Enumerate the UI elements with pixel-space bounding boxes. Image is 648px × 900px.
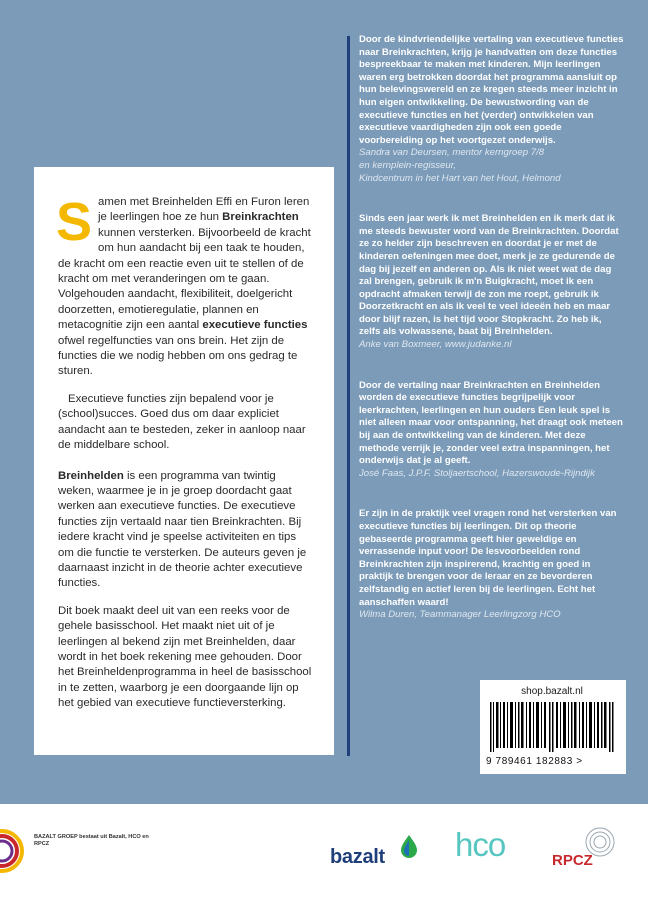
- bazalt-logo-text: bazalt: [330, 846, 385, 868]
- testimonial-text: Door de kindvriendelijke vertaling van executieve functies naar Breinkrachten, krijg je handvatten om deze functies bespreekbaar te maken met kinderen. Mijn leerlingen waren erg betrokken doordat het programma aansluit op hun belevingswereld en ze kregen steeds meer inzicht in hun eigen ontwikkeling. De bewustwording van de executieve functies en het (verder) ontwikkelen van executieve vaardigheden zijn ook een goede voorbereiding op het voortgezet onderwijs.: [359, 34, 624, 146]
- blurb-p1-text-e: ofwel regelfuncties van ons brein. Het zijn de functies die we nodig hebben om ons gedrag te sturen.: [58, 334, 298, 378]
- barcode-box: [480, 680, 626, 774]
- testimonial-text: Door de vertaling naar Breinkrachten en Breinhelden worden de executieve functies begrijpelijk voor leerkrachten, leerlingen en hun ouders Een leuk spel is niet alleen maar voor ontspanning, het draagt ook meteen bij aan de ontwikkeling van de kinderen. Met deze methode verrijk je, zonder veel extra inspanningen, het onderwijs dat je al geeft.: [359, 379, 623, 467]
- blurb-p1-text-c: kunnen versterken. Bijvoorbeeld de kracht om hun aandacht bij een taak te houden, de kracht om een reactie even uit te stellen of de kracht om met veranderingen om te gaan. Volgehouden aandacht, flexibiliteit, doelgericht doorzetten, emotieregulatie, plannen en metacognitie zijn een aantal: [58, 226, 311, 332]
- testimonial-3: [359, 380, 625, 481]
- footer: [0, 804, 648, 900]
- isbn-number: 9 789461 182883 >: [486, 756, 583, 767]
- bazalt-drop-icon: [398, 834, 420, 860]
- testimonial-role: en kernplein-regisseur,: [359, 159, 457, 171]
- group-note: BAZALT GROEP bestaat uit Bazalt, HCO en RPCZ: [34, 834, 149, 847]
- rpcz-logo-text: RPCZ: [552, 852, 593, 869]
- drop-cap: S: [56, 192, 93, 252]
- blurb-card: [34, 167, 334, 755]
- testimonial-author: José Faas, J.P.F. Stoljaertschool, Hazerswoude-Rijndijk: [359, 467, 595, 479]
- testimonial-text: Sinds een jaar werk ik met Breinhelden en ik merk dat ik me steeds bewuster word van de Breinkrachten. Doordat ze zo helder zijn beschreven en doordat je er met de kinderen oefeningen mee doet, merk je ze gedurende de dag bij jezelf en anderen op. Als ik niet weet wat de dag zal brengen, gebruik ik m'n Buigkracht, moet ik een opdracht afmaken terwijl de zon me roept, gebruik ik Doorzetkracht en als ik veel te veel ideeën heb en maar door blijf razen, is het tijd voor Stopkracht. Zo heb ik, zelfs als volwassene, baat bij Breinhelden.: [359, 213, 619, 338]
- blurb-p1-text-a: amen met Breinhelden Effi en Furon leren je leerlingen hoe ze hun: [98, 196, 310, 224]
- testimonial-4: [359, 508, 625, 621]
- bazalt-groep-circle-icon: [0, 826, 30, 876]
- blurb-p3-text: is een programma van twintig weken, waarmee je in je groep doordacht gaat werken aan executieve functies. De executieve functies zijn vertaald naar tien Breinkrachten. Bij iedere kracht vind je speelse activiteiten en tips om die functie te versterken. De auteurs geven je daarnaast inzicht in de theorie achter executieve functies.: [58, 469, 307, 590]
- blurb-paragraph-3: [58, 469, 312, 592]
- testimonial-author: Sandra van Deursen, mentor kerngroep 7/8: [359, 147, 545, 159]
- blurb-p1-bold-executieve: executieve functies: [202, 319, 308, 332]
- testimonial-text: Er zijn in de praktijk veel vragen rond het versterken van executieve functies bij leerlingen. Dit op theorie gebaseerde programma geeft hier geweldige en verrassende input voor! De lesvoorbeelden rond Breinkrachten zijn inspirerend, krachtig en goed in praktijk te brengen voor de leraar en ze bevorderen zelfstandig en actief leren bij de leerlingen. Echt het aanschaffen waard!: [359, 508, 617, 608]
- blurb-paragraph-2: Executieve functies zijn bepalend voor je (school)succes. Goed dus om daar expliciet aandacht aan te besteden, zeker in aanloop naar de middelbare school.: [58, 392, 306, 452]
- blurb-p1-bold-breinkrachten: Breinkrachten: [222, 211, 299, 224]
- vertical-divider: [347, 36, 350, 756]
- testimonial-1: [359, 34, 625, 185]
- blurb-paragraph-4: Dit boek maakt deel uit van een reeks voor de gehele basisschool. Het maakt niet uit of je leerlingen al bekend zijn met Breinhelden, daar wordt in het boek rekening mee gehouden. Door het Breinheldenprogramma in heel de basisschool in te zetten, waarborg je een doorgaande lijn op het gebied van executieve functieversterking.: [58, 604, 312, 710]
- blurb-p3-bold-breinhelden: Breinhelden: [58, 469, 124, 482]
- barcode-icon: [490, 702, 616, 752]
- testimonial-author: Anke van Boxmeer, www.judanke.nl: [359, 339, 512, 351]
- testimonials: [359, 34, 625, 650]
- hco-logo[interactable]: [455, 826, 505, 864]
- testimonial-org: Kindcentrum in het Hart van het Hout, Helmond: [359, 172, 561, 184]
- blurb-paragraph-1: [56, 192, 312, 380]
- testimonial-author: Wilma Duren, Teammanager Leerlingzorg HCO: [359, 609, 561, 621]
- shop-url[interactable]: shop.bazalt.nl: [521, 686, 583, 697]
- hco-logo-text: hco: [455, 826, 506, 863]
- testimonial-2: [359, 213, 625, 352]
